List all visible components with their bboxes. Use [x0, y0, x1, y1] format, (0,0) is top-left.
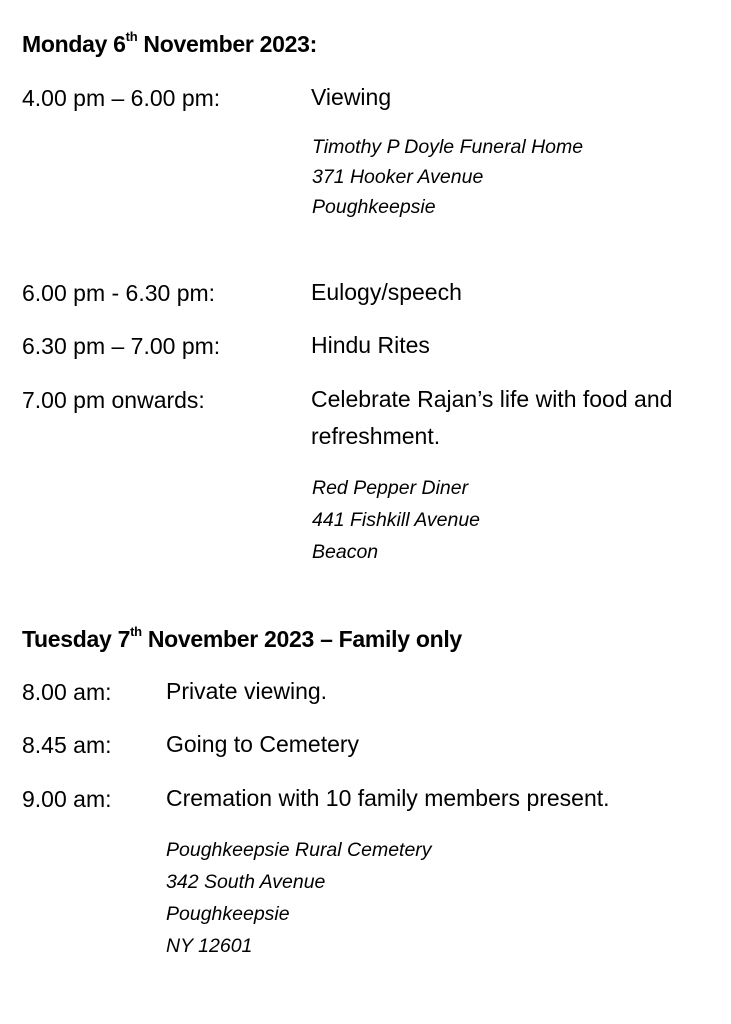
diner-address-line-2: 441 Fishkill Avenue [312, 509, 481, 531]
day1-heading [22, 30, 317, 58]
day2-event2-time: 8.45 am: [22, 732, 112, 758]
day1-event3-time: 6.30 pm – 7.00 pm: [22, 333, 221, 359]
cemetery-address [166, 834, 432, 962]
cemetery-address-line-2: 342 South Avenue [166, 871, 326, 893]
day1-event1-time: 4.00 pm – 6.00 pm: [22, 85, 221, 111]
day1-heading-sup: th [125, 29, 138, 45]
day2-heading-sup: th [130, 624, 142, 640]
diner-address [312, 472, 480, 568]
day1-event2-desc: Eulogy/speech [311, 279, 462, 305]
day2-event1-time: 8.00 am: [22, 679, 112, 705]
day2-event3-desc: Cremation with 10 family members present. [166, 785, 610, 811]
day2-heading-prefix: Tuesday 7 [22, 626, 131, 652]
cemetery-address-line-1: Poughkeepsie Rural Cemetery [166, 839, 432, 861]
day1-event3-desc: Hindu Rites [311, 332, 430, 358]
viewing-address [312, 132, 583, 222]
diner-address-line-3: Beacon [312, 541, 379, 563]
cemetery-address-line-4: NY 12601 [166, 935, 253, 957]
viewing-address-line-1: Timothy P Doyle Funeral Home [312, 136, 584, 158]
day2-heading [22, 625, 462, 653]
cemetery-address-line-3: Poughkeepsie [166, 903, 290, 925]
day2-heading-suffix: November 2023 – Family only [141, 626, 462, 652]
day2-event2-desc: Going to Cemetery [166, 731, 360, 757]
day1-event2-time: 6.00 pm - 6.30 pm: [22, 280, 216, 306]
day1-event1-desc: Viewing [311, 84, 392, 110]
day1-heading-suffix: November 2023: [137, 31, 317, 57]
day2-event3-time: 9.00 am: [22, 786, 112, 812]
day2-event1-desc: Private viewing. [166, 678, 328, 704]
diner-address-line-1: Red Pepper Diner [312, 477, 469, 499]
day1-event4-desc: Celebrate Rajan’s life with food and refreshment. [311, 386, 673, 449]
viewing-address-line-3: Poughkeepsie [312, 196, 436, 218]
viewing-address-line-2: 371 Hooker Avenue [312, 166, 484, 188]
day1-heading-prefix: Monday 6 [22, 31, 126, 57]
day1-event4-time: 7.00 pm onwards: [22, 387, 205, 413]
